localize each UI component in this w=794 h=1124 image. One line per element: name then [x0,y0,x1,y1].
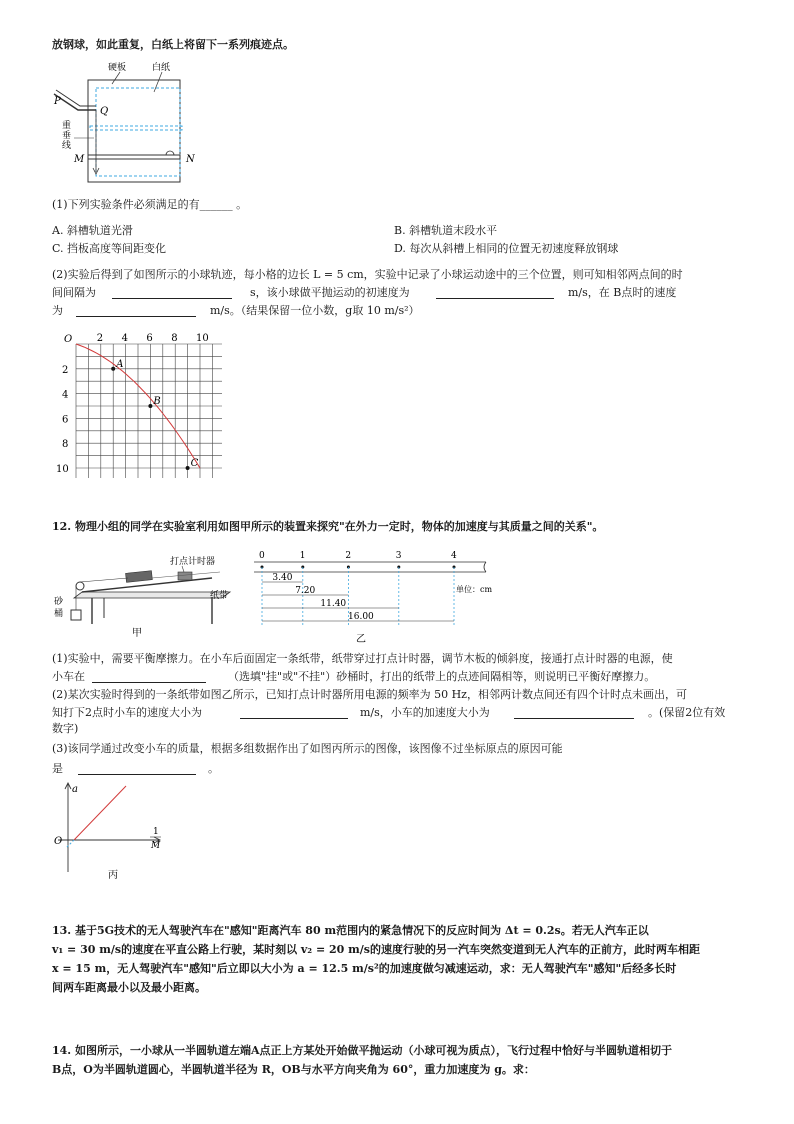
q11-part2-line2a: 间间隔为 [52,286,96,299]
a-vs-inverse-M-graph [52,780,172,886]
board-apparatus-figure [50,58,200,188]
q12-stem: 12. 物理小组的同学在实验室利用如图甲所示的装置来探究"在外力一定时，物体的加速度与其质量之间的关系"。 [52,520,604,533]
hard-board [88,80,180,182]
label-plumb-2: 垂 [62,131,72,141]
y-tick-label: 4 [62,389,69,401]
sand-bucket [71,610,81,620]
answer-blank-reason[interactable] [78,762,196,775]
tape-point-label: 2 [345,551,352,561]
q14-line1: 14. 如图所示，一小球从一半圆轨道左端A点正上方某处开始做平抛运动（小球可视为质点），飞行过程中恰好与半圆轨道相切于 [52,1044,672,1057]
table-top [74,592,230,598]
label-paper: 白纸 [152,63,171,73]
caption-bing: 丙 [108,870,118,881]
guide-bar [90,126,182,130]
q11-part2-line3b: m/s。（结果保留一位小数，g取 10 m/s²） [210,304,420,317]
label-Q: Q [100,106,109,117]
x-axis-label-den: M [151,841,161,851]
q12-part2-line2b: m/s，小车的加速度大小为 [360,706,490,719]
trajectory-grid-figure [52,330,222,478]
q11-option-d: D. 每次从斜槽上相同的位置无初速度释放钢球 [394,242,619,255]
answer-blank-speed-2[interactable] [240,706,348,719]
distance-label: 16.00 [348,612,374,622]
y-tick-label: 2 [62,364,69,376]
q11-intro: 放钢球，如此重复，白纸上将留下一系列痕迹点。 [52,38,294,51]
y-axis-label: a [72,784,78,795]
tape-point-label: 3 [395,551,402,561]
distance-label: 3.40 [272,573,293,583]
answer-blank-acceleration[interactable] [514,706,634,719]
caption-yi: 乙 [356,634,366,645]
q12-part3-line2b: 。 [208,762,219,775]
q11-part1: (1)下列实验条件必须满足的有______ 。 [52,198,248,211]
x-tick-label: 8 [171,333,178,344]
cart [126,571,153,583]
label-P: P [54,96,61,107]
label-board: 硬板 [108,63,127,73]
q12-part1-line2a: 小车在 [52,670,85,683]
q14-line2: B点，O为半圆轨道圆心，半圆轨道半径为 R，OB与水平方向夹角为 60°，重力加速度为 g。求： [52,1063,535,1076]
label-plumb-1: 重 [62,121,72,131]
label-bucket-1: 砂 [54,597,64,607]
label-N: N [186,154,195,165]
q13-line1: 13. 基于5G技术的无人驾驶汽车在"感知"距离汽车 80 m范围内的紧急情况下的反应时间为 Δt = 0.2s。若无人汽车正以 [52,924,649,937]
baffle-MN [88,155,180,159]
answer-blank-velocity-B[interactable] [76,304,196,317]
q11-part2-line3a: 为 [52,304,63,317]
distance-label: 7.20 [295,586,316,596]
trajectory-point-A [111,367,115,371]
q11-option-a: A. 斜槽轨道光滑 [52,224,133,237]
trajectory-point-label: C [190,458,199,469]
label-bucket-2: 桶 [54,609,64,619]
q12-part2-line2c: 。(保留2位有效 [648,706,726,719]
label-timer: 打点计时器 [170,557,216,567]
origin-label: O [54,836,63,847]
y-tick-label: 10 [56,464,69,475]
answer-blank-hang[interactable] [92,670,206,683]
y-tick-label: 8 [62,439,69,451]
timer [178,572,192,580]
cart-apparatus-figure [52,552,232,642]
q11-part2-line2c: m/s，在 B点时的速度 [568,286,677,299]
x-tick-label: 4 [121,333,128,344]
q13-line3: x = 15 m，无人驾驶汽车"感知"后立即以大小为 a = 12.5 m/s²的加速度做匀减速运动，求：无人驾驶汽车"感知"后经多长时 [52,962,677,975]
q12-part2-line2a: 知打下2点时小车的速度大小为 [52,706,202,719]
fit-line [74,786,126,840]
label-plumb-3: 线 [62,141,72,151]
label-M: M [74,154,85,165]
q12-part1-line1: (1)实验中，需要平衡摩擦力。在小车后面固定一条纸带，纸带穿过打点计时器，调节木板的倾斜度，接通打点计时器的电源，使 [52,652,673,665]
trajectory-point-label: A [116,358,124,370]
q13-line2: v₁ = 30 m/s的速度在平直公路上行驶，某时刻以 v₂ = 20 m/s的速度行驶的另一汽车突然变道到无人汽车的正前方，此时两车相距 [52,943,700,956]
tape-point-label: 4 [451,551,457,561]
x-tick-label: 10 [196,333,209,344]
paper-tape-figure [250,548,500,648]
trajectory-point-C [186,466,190,470]
q12-part3-line2a: 是 [52,762,63,775]
distance-label: 11.40 [320,599,347,609]
q12-part1-line2b: （选填"挂"或"不挂"）砂桶时，打出的纸带上的点迹间隔相等，则说明已平衡好摩擦力。 [228,670,656,683]
trajectory-point-label: B [153,396,161,407]
x-tick-label: 2 [96,333,104,344]
x-axis-label-num: 1 [153,827,159,837]
answer-blank-interval[interactable] [112,286,232,299]
answer-blank-initial-velocity[interactable] [436,286,554,299]
grid-origin-label: O [64,334,73,345]
q11-option-b: B. 斜槽轨道末段水平 [394,224,498,237]
q11-part2-line1: (2)实验后得到了如图所示的小球轨迹，每小格的边长 L = 5 cm，实验中记录了小球运动途中的三个位置，则可知相邻两点间的时 [52,268,683,281]
q12-part2-line1: (2)某次实验时得到的一条纸带如图乙所示，已知打点计时器所用电源的频率为 50 Hz，相邻两计数点间还有四个计时点未画出，可 [52,688,687,701]
x-tick-label: 6 [146,333,153,344]
pulley [76,582,84,590]
q11-option-c: C. 挡板高度等间距变化 [52,242,167,255]
tape-torn-edge [484,562,486,572]
tape-point-label: 1 [299,551,306,561]
white-paper [96,88,180,176]
q12-part2-line3: 数字) [52,722,79,735]
q11-part2-line2b: s，该小球做平抛运动的初速度为 [250,286,410,299]
q12-part3-line1: (3)该同学通过改变小车的质量，根据多组数据作出了如图丙所示的图像，该图像不过坐标原点的原因可能 [52,742,563,755]
fit-line-extension [66,840,74,848]
tape-unit-label: 单位：cm [456,585,493,594]
y-tick-label: 6 [62,414,69,426]
q13-line4: 间两车距离最小以及最小距离。 [52,981,206,994]
trajectory-point-B [148,404,152,408]
caption-jia: 甲 [132,628,142,639]
tape-point-label: 0 [259,551,265,561]
label-tape: 纸带 [210,591,229,601]
